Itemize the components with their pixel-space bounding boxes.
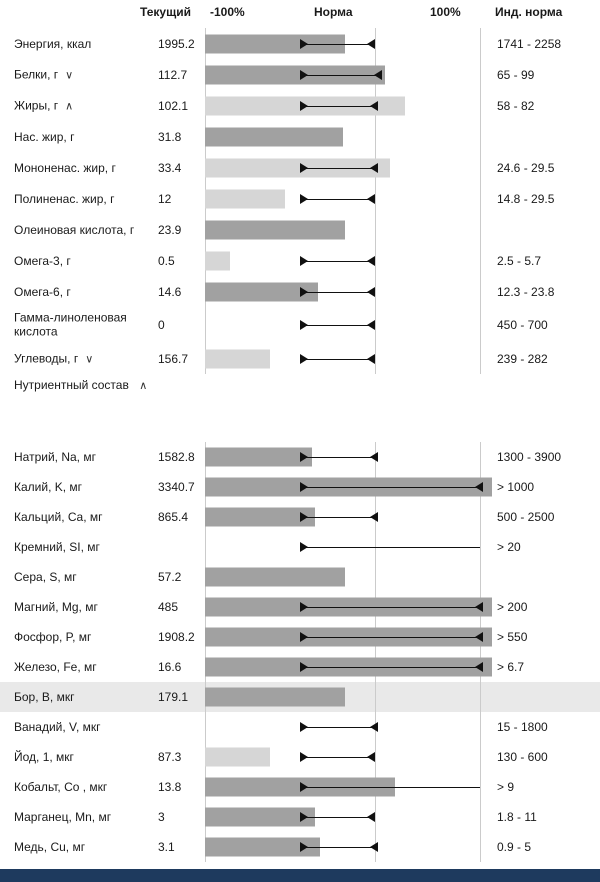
current-value: 179.1 (158, 690, 189, 704)
norm-start-arrow-icon (300, 542, 308, 552)
norm-range-line (300, 487, 483, 488)
norm-start-arrow-icon (300, 194, 308, 204)
horizontal-scrollbar[interactable] (0, 869, 600, 882)
current-value: 13.8 (158, 780, 182, 794)
norm-range-marker (300, 287, 375, 297)
bar-cell (205, 276, 480, 307)
bar-cell (205, 90, 480, 121)
nutrient-label-text: Полиненас. жир, г (14, 191, 115, 206)
norm-range-marker (300, 632, 483, 642)
nutrient-label (14, 36, 156, 50)
norm-start-arrow-icon (300, 662, 308, 672)
nutrient-row[interactable] (0, 276, 600, 307)
norm-start-arrow-icon (300, 39, 308, 49)
nutrient-label-text: Белки, г (14, 66, 59, 81)
bar-cell (205, 712, 480, 742)
nutrient-label (14, 540, 156, 554)
nutrient-label (14, 160, 156, 174)
value-bar (205, 448, 312, 467)
norm-end-arrow-icon (370, 842, 378, 852)
nutrient-label-text: Жиры, г (14, 97, 59, 112)
nutrient-row[interactable] (0, 90, 600, 121)
chevron-down-icon[interactable]: ∨ (85, 352, 94, 365)
current-value: 102.1 (158, 98, 189, 113)
nutrient-label-text: Калий, K, мг (14, 479, 83, 494)
norm-range-line (300, 359, 375, 360)
norm-range-line (300, 106, 378, 107)
nutrient-row[interactable] (0, 183, 600, 214)
individual-norm: 24.6 - 29.5 (497, 160, 555, 175)
nutrient-label (14, 129, 156, 143)
nutrient-row[interactable] (0, 442, 600, 472)
norm-end-arrow-icon (370, 163, 378, 173)
nutrient-row[interactable] (0, 772, 600, 802)
norm-start-arrow-icon (300, 287, 308, 297)
header-norm: Норма (314, 5, 353, 19)
current-value: 87.3 (158, 750, 182, 764)
norm-end-arrow-icon (367, 320, 375, 330)
value-bar (205, 568, 345, 587)
nutrient-row[interactable] (0, 28, 600, 59)
bar-cell (205, 502, 480, 532)
chevron-up-icon[interactable]: ∧ (139, 380, 148, 392)
norm-range-line (300, 547, 480, 548)
norm-start-arrow-icon (300, 320, 308, 330)
nutrient-label (14, 284, 156, 298)
norm-range-line (300, 637, 483, 638)
current-value: 3340.7 (158, 480, 195, 494)
nutrient-label (14, 480, 156, 494)
norm-start-arrow-icon (300, 256, 308, 266)
individual-norm: > 20 (497, 540, 521, 554)
bar-cell (205, 183, 480, 214)
individual-norm: 65 - 99 (497, 67, 535, 82)
nutrient-label (14, 690, 156, 704)
individual-norm: > 200 (497, 600, 528, 614)
norm-start-arrow-icon (300, 101, 308, 111)
current-value: 1582.8 (158, 450, 195, 464)
norm-end-arrow-icon (367, 752, 375, 762)
norm-end-arrow-icon (475, 662, 483, 672)
individual-norm: 450 - 700 (497, 318, 548, 332)
bar-cell (205, 682, 480, 712)
current-value: 57.2 (158, 570, 182, 584)
nutrient-label (14, 630, 156, 644)
value-bar (205, 251, 230, 270)
nutrient-label (14, 450, 156, 464)
nutrient-label-text: Железо, Fe, мг (14, 659, 97, 674)
norm-range-line (300, 168, 378, 169)
nutrient-label (14, 67, 156, 82)
nutrient-label-text: Мононенас. жир, г (14, 160, 116, 175)
section-toggle-label: Нутриентный состав (14, 378, 129, 392)
norm-start-arrow-icon (300, 752, 308, 762)
nutrient-label (14, 840, 156, 854)
nutrient-label (14, 720, 156, 734)
nutrient-row[interactable] (0, 652, 600, 682)
norm-start-arrow-icon (300, 842, 308, 852)
nutrient-row[interactable] (0, 622, 600, 652)
nutrient-label-text: Кобальт, Co , мкг (14, 779, 108, 794)
norm-start-arrow-icon (300, 632, 308, 642)
gridline (205, 442, 206, 862)
current-value: 23.9 (158, 222, 182, 237)
norm-range-line (300, 787, 480, 788)
norm-range-marker (300, 452, 378, 462)
norm-start-arrow-icon (300, 354, 308, 364)
norm-start-arrow-icon (300, 452, 308, 462)
norm-range-marker (300, 70, 382, 80)
bar-cell (205, 214, 480, 245)
individual-norm: > 550 (497, 630, 528, 644)
bar-cell (205, 742, 480, 772)
chevron-up-icon[interactable]: ∧ (65, 99, 74, 112)
norm-range-marker (300, 782, 480, 792)
norm-range-marker (300, 602, 483, 612)
norm-range-marker (300, 842, 378, 852)
norm-range-marker (300, 752, 375, 762)
current-value: 14.6 (158, 284, 182, 299)
norm-range-line (300, 199, 375, 200)
nutrient-row[interactable] (0, 532, 600, 562)
chevron-down-icon[interactable]: ∨ (65, 68, 74, 81)
norm-range-marker (300, 722, 378, 732)
norm-range-line (300, 757, 375, 758)
nutrient-label (14, 810, 156, 824)
individual-norm: 12.3 - 23.8 (497, 284, 555, 299)
header-minus-100: -100% (210, 5, 245, 19)
norm-range-marker (300, 542, 480, 552)
norm-end-arrow-icon (475, 482, 483, 492)
bar-cell (205, 652, 480, 682)
nutrient-label (14, 191, 156, 205)
nutrient-row[interactable] (0, 307, 600, 343)
individual-norm: 14.8 - 29.5 (497, 191, 555, 206)
individual-norm: 239 - 282 (497, 351, 548, 366)
nutrient-row[interactable] (0, 802, 600, 832)
bar-cell (205, 343, 480, 374)
value-bar (205, 189, 285, 208)
current-value: 0 (158, 318, 165, 332)
norm-end-arrow-icon (367, 287, 375, 297)
current-value: 16.6 (158, 660, 182, 674)
current-value: 1995.2 (158, 36, 195, 51)
norm-start-arrow-icon (300, 812, 308, 822)
nutrient-label-text: Кремний, SI, мг (14, 539, 100, 554)
nutrient-label-text: Олеиновая кислота, г (14, 222, 135, 237)
norm-range-line (300, 667, 483, 668)
norm-range-marker (300, 320, 375, 330)
norm-range-marker (300, 812, 375, 822)
bar-cell (205, 472, 480, 502)
current-value: 156.7 (158, 351, 189, 366)
gridline (375, 442, 376, 862)
bar-cell (205, 307, 480, 343)
norm-end-arrow-icon (367, 354, 375, 364)
nutrient-label-text: Ванадий, V, мкг (14, 719, 101, 734)
bar-cell (205, 532, 480, 562)
nutrient-row[interactable] (0, 832, 600, 862)
nutrient-label (14, 510, 156, 524)
value-bar (205, 808, 315, 827)
norm-range-marker (300, 194, 375, 204)
gridline (480, 28, 481, 374)
nutrient-label-text: Углеводы, г (14, 350, 79, 365)
norm-range-line (300, 261, 375, 262)
individual-norm: 500 - 2500 (497, 510, 555, 524)
norm-end-arrow-icon (367, 812, 375, 822)
current-value: 3.1 (158, 840, 175, 854)
current-value: 865.4 (158, 510, 189, 524)
individual-norm: 1300 - 3900 (497, 450, 562, 464)
norm-range-line (300, 75, 382, 76)
norm-range-marker (300, 101, 378, 111)
individual-norm: 58 - 82 (497, 98, 535, 113)
norm-start-arrow-icon (300, 70, 308, 80)
individual-norm: > 1000 (497, 480, 535, 494)
nutrient-label (14, 780, 156, 794)
current-value: 3 (158, 810, 165, 824)
micronutrients-section (0, 442, 600, 862)
nutrient-label (14, 222, 156, 236)
nutrient-label (14, 600, 156, 614)
nutrient-label-text: Кальций, Ca, мг (14, 509, 103, 524)
header-plus-100: 100% (430, 5, 461, 19)
norm-end-arrow-icon (475, 632, 483, 642)
nutrient-label-text: Йод, 1, мкг (14, 749, 74, 764)
norm-end-arrow-icon (370, 512, 378, 522)
nutrient-row[interactable] (0, 152, 600, 183)
norm-end-arrow-icon (367, 256, 375, 266)
nutrient-label-text: Бор, B, мкг (14, 689, 75, 704)
current-value: 31.8 (158, 129, 182, 144)
norm-range-marker (300, 163, 378, 173)
norm-range-marker (300, 482, 483, 492)
individual-norm: > 9 (497, 780, 515, 794)
nutrient-label-text: Нас. жир, г (14, 129, 75, 144)
nutrient-row[interactable] (0, 245, 600, 276)
individual-norm: 15 - 1800 (497, 720, 548, 734)
nutrient-row[interactable] (0, 343, 600, 374)
current-value: 0.5 (158, 253, 175, 268)
macronutrients-section (0, 28, 600, 374)
nutrient-label-text: Марганец, Mn, мг (14, 809, 112, 824)
norm-end-arrow-icon (374, 70, 382, 80)
value-bar (205, 748, 270, 767)
nutrient-label (14, 311, 156, 340)
individual-norm: 0.9 - 5 (497, 840, 532, 854)
nutrient-row[interactable] (0, 742, 600, 772)
nutrient-label (14, 750, 156, 764)
norm-range-line (300, 847, 378, 848)
nutrient-row[interactable] (0, 712, 600, 742)
nutrient-label-text: Натрий, Na, мг (14, 449, 96, 464)
bar-cell (205, 832, 480, 862)
nutrient-label-text: Фосфор, P, мг (14, 629, 92, 644)
nutrient-label (14, 253, 156, 267)
nutrient-row[interactable] (0, 59, 600, 90)
norm-range-line (300, 292, 375, 293)
header-current: Текущий (140, 5, 191, 19)
nutrient-label-text: Магний, Mg, мг (14, 599, 98, 614)
norm-range-line (300, 44, 375, 45)
norm-range-line (300, 457, 378, 458)
current-value: 12 (158, 191, 172, 206)
norm-start-arrow-icon (300, 722, 308, 732)
nutrient-label-text: Омега-3, г (14, 253, 71, 268)
gridline (480, 442, 481, 862)
norm-start-arrow-icon (300, 602, 308, 612)
norm-range-line (300, 517, 378, 518)
bar-cell (205, 562, 480, 592)
norm-range-marker (300, 662, 483, 672)
bar-cell (205, 442, 480, 472)
bar-cell (205, 245, 480, 276)
individual-norm: 1741 - 2258 (497, 36, 562, 51)
norm-end-arrow-icon (367, 194, 375, 204)
nutrient-row[interactable] (0, 592, 600, 622)
value-bar (205, 508, 315, 527)
current-value: 112.7 (158, 67, 188, 82)
individual-norm: > 6.7 (497, 660, 525, 674)
norm-range-line (300, 325, 375, 326)
norm-range-marker (300, 39, 375, 49)
individual-norm: 2.5 - 5.7 (497, 253, 542, 268)
norm-start-arrow-icon (300, 163, 308, 173)
norm-range-marker (300, 512, 378, 522)
bar-cell (205, 152, 480, 183)
norm-start-arrow-icon (300, 512, 308, 522)
norm-start-arrow-icon (300, 482, 308, 492)
current-value: 33.4 (158, 160, 182, 175)
norm-end-arrow-icon (475, 602, 483, 612)
nutrient-label-text: Омега-6, г (14, 284, 71, 299)
nutrient-row[interactable] (0, 472, 600, 502)
nutrient-label-text: Сера, S, мг (14, 569, 77, 584)
value-bar (205, 688, 345, 707)
norm-end-arrow-icon (367, 39, 375, 49)
value-bar (205, 220, 345, 239)
current-value: 1908.2 (158, 630, 195, 644)
bar-cell (205, 121, 480, 152)
header-ind-norm: Инд. норма (495, 5, 563, 19)
nutrient-label (14, 570, 156, 584)
bar-cell (205, 802, 480, 832)
bar-cell (205, 59, 480, 90)
norm-range-marker (300, 256, 375, 266)
norm-range-line (300, 727, 378, 728)
nutrient-label (14, 351, 156, 366)
individual-norm: 130 - 600 (497, 750, 548, 764)
norm-end-arrow-icon (370, 452, 378, 462)
bar-cell (205, 772, 480, 802)
norm-end-arrow-icon (370, 101, 378, 111)
nutrient-label-text: Гамма-линоленовая кислота (14, 310, 127, 339)
nutrient-label (14, 660, 156, 674)
norm-start-arrow-icon (300, 782, 308, 792)
bar-cell (205, 592, 480, 622)
norm-end-arrow-icon (370, 722, 378, 732)
individual-norm: 1.8 - 11 (497, 810, 537, 824)
value-bar (205, 127, 343, 146)
nutrient-row[interactable] (0, 562, 600, 592)
section-toggle-nutrient-composition[interactable] (14, 378, 147, 398)
bar-cell (205, 28, 480, 59)
nutrient-label-text: Энергия, ккал (14, 36, 92, 51)
column-headers (0, 0, 600, 28)
norm-range-line (300, 607, 483, 608)
nutrient-label-text: Медь, Cu, мг (14, 839, 86, 854)
norm-range-line (300, 817, 375, 818)
bar-cell (205, 622, 480, 652)
norm-range-marker (300, 354, 375, 364)
current-value: 485 (158, 600, 179, 614)
nutrient-row[interactable] (0, 682, 600, 712)
nutrient-row[interactable] (0, 121, 600, 152)
nutrient-row[interactable] (0, 214, 600, 245)
value-bar (205, 349, 270, 368)
nutrient-row[interactable] (0, 502, 600, 532)
nutrient-label (14, 98, 156, 113)
